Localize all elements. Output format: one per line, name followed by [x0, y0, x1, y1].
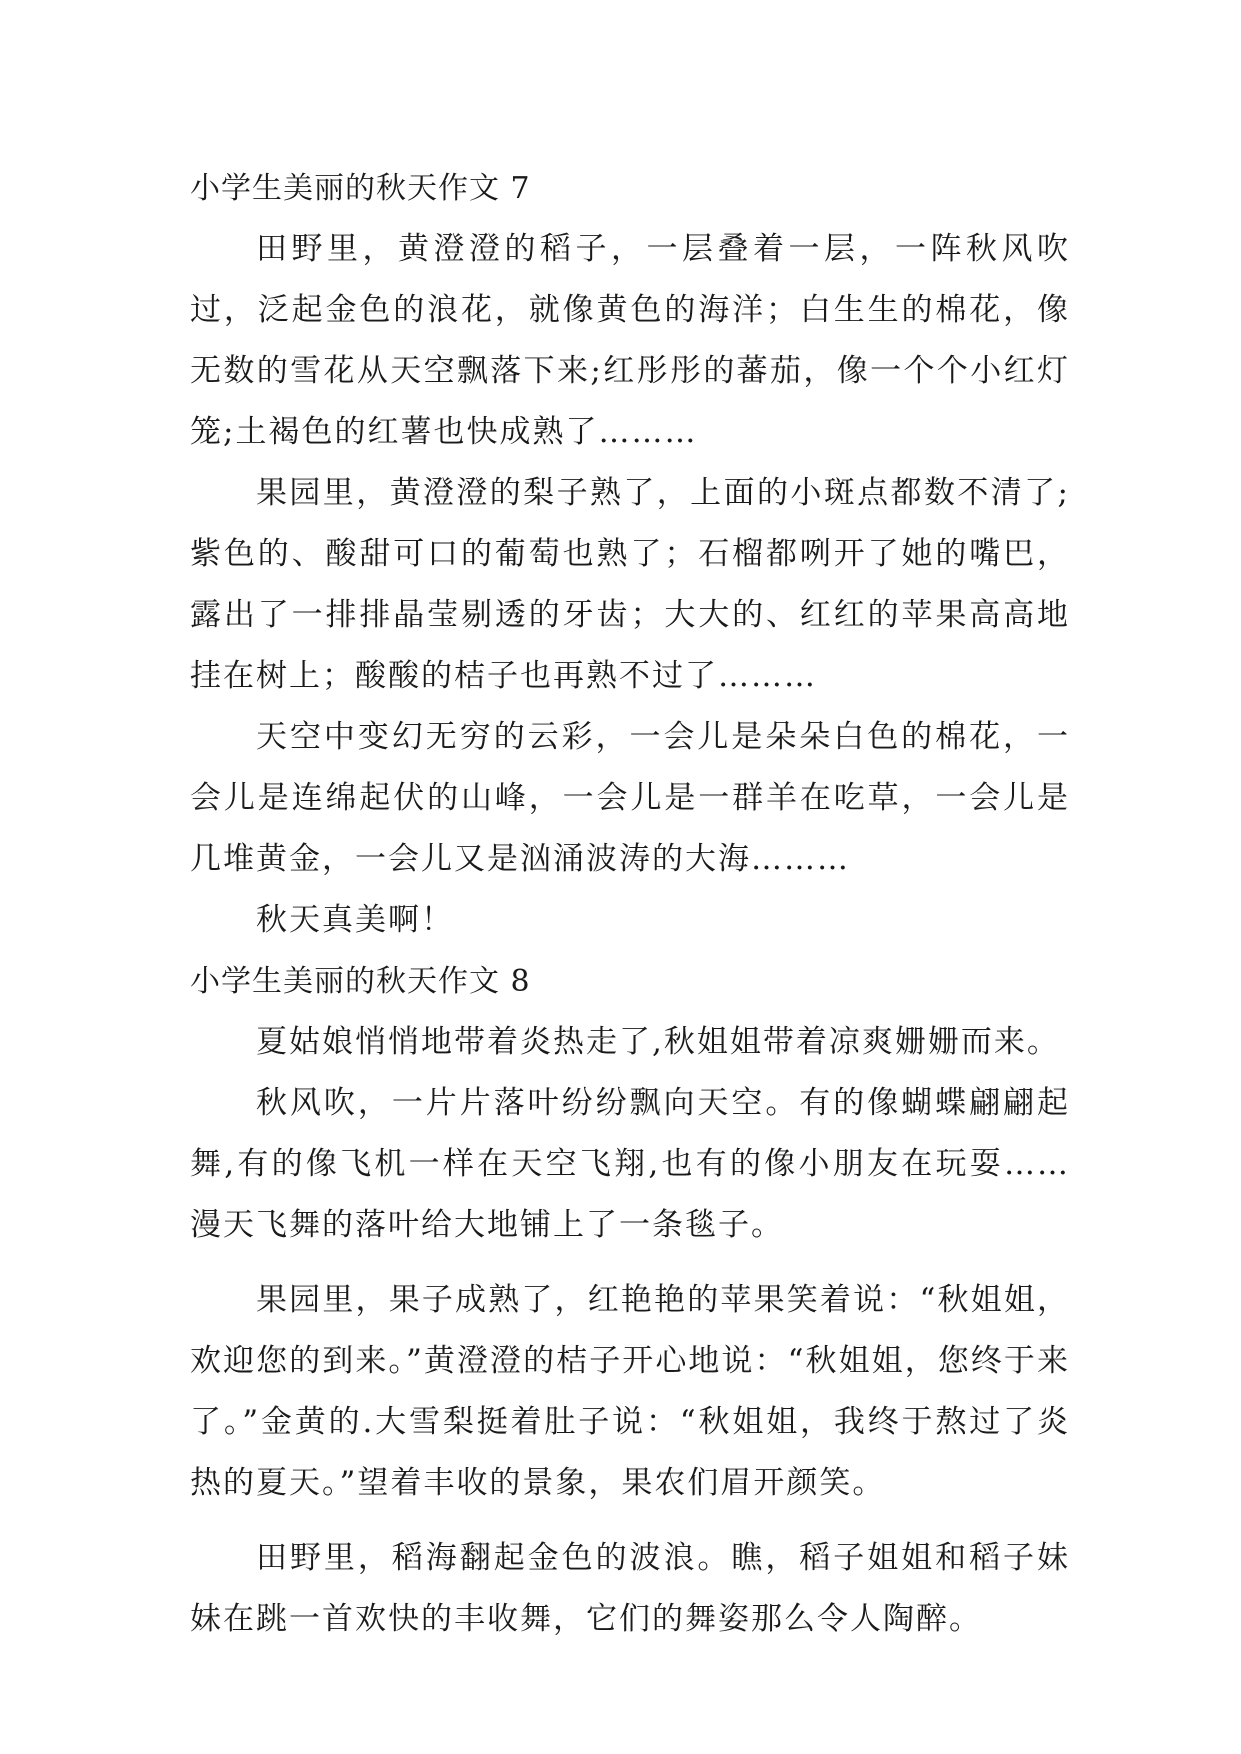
essay-paragraph: 田野里，稻海翻起金色的波浪。瞧，稻子姐姐和稻子妹妹在跳一首欢快的丰收舞，它们的舞姿那么令人陶醉。 — [190, 1540, 1070, 1637]
essay-paragraph: 秋风吹，一片片落叶纷纷飘向天空。有的像蝴蝶翩翩起舞,有的像飞机一样在天空飞翔,也有的像小朋友在玩耍……漫天飞舞的落叶给大地铺上了一条毯子。 — [190, 1085, 1070, 1243]
essay-paragraph: 天空中变幻无穷的云彩，一会儿是朵朵白色的棉花，一会儿是连绵起伏的山峰，一会儿是一群羊在吃草，一会儿是几堆黄金，一会儿又是汹涌波涛的大海……… — [190, 719, 1070, 877]
essay-paragraph: 果园里，果子成熟了，红艳艳的苹果笑着说：“秋姐姐，欢迎您的到来。”黄澄澄的桔子开心地说：“秋姐姐，您终于来了。”金黄的.大雪梨挺着肚子说：“秋姐姐，我终于熬过了炎热的夏天。”望着丰收的景象，果农们眉开颜笑。 — [190, 1282, 1070, 1501]
essay-section-8 — [190, 951, 1070, 1650]
essay-paragraph: 果园里，黄澄澄的梨子熟了，上面的小斑点都数不清了;紫色的、酸甜可口的葡萄也熟了；石榴都咧开了她的嘴巴，露出了一排排晶莹剔透的牙齿；大大的、红红的苹果高高地挂在树上；酸酸的桔子也再熟不过了……… — [190, 475, 1070, 694]
essay-heading: 小学生美丽的秋天作文 7 — [190, 171, 531, 206]
essay-paragraph: 夏姑娘悄悄地带着炎热走了,秋姐姐带着凉爽姗姗而来。 — [256, 1024, 1060, 1060]
essay-paragraph: 田野里，黄澄澄的稻子，一层叠着一层，一阵秋风吹过，泛起金色的浪花，就像黄色的海洋；白生生的棉花，像无数的雪花从天空飘落下来;红彤彤的蕃茄，像一个个小红灯笼;土褐色的红薯也快成熟了……… — [190, 231, 1070, 450]
essay-heading: 小学生美丽的秋天作文 8 — [190, 964, 531, 999]
essay-paragraph: 秋天真美啊！ — [256, 902, 454, 938]
document-page — [190, 158, 1070, 1650]
essay-section-7 — [190, 158, 1070, 951]
